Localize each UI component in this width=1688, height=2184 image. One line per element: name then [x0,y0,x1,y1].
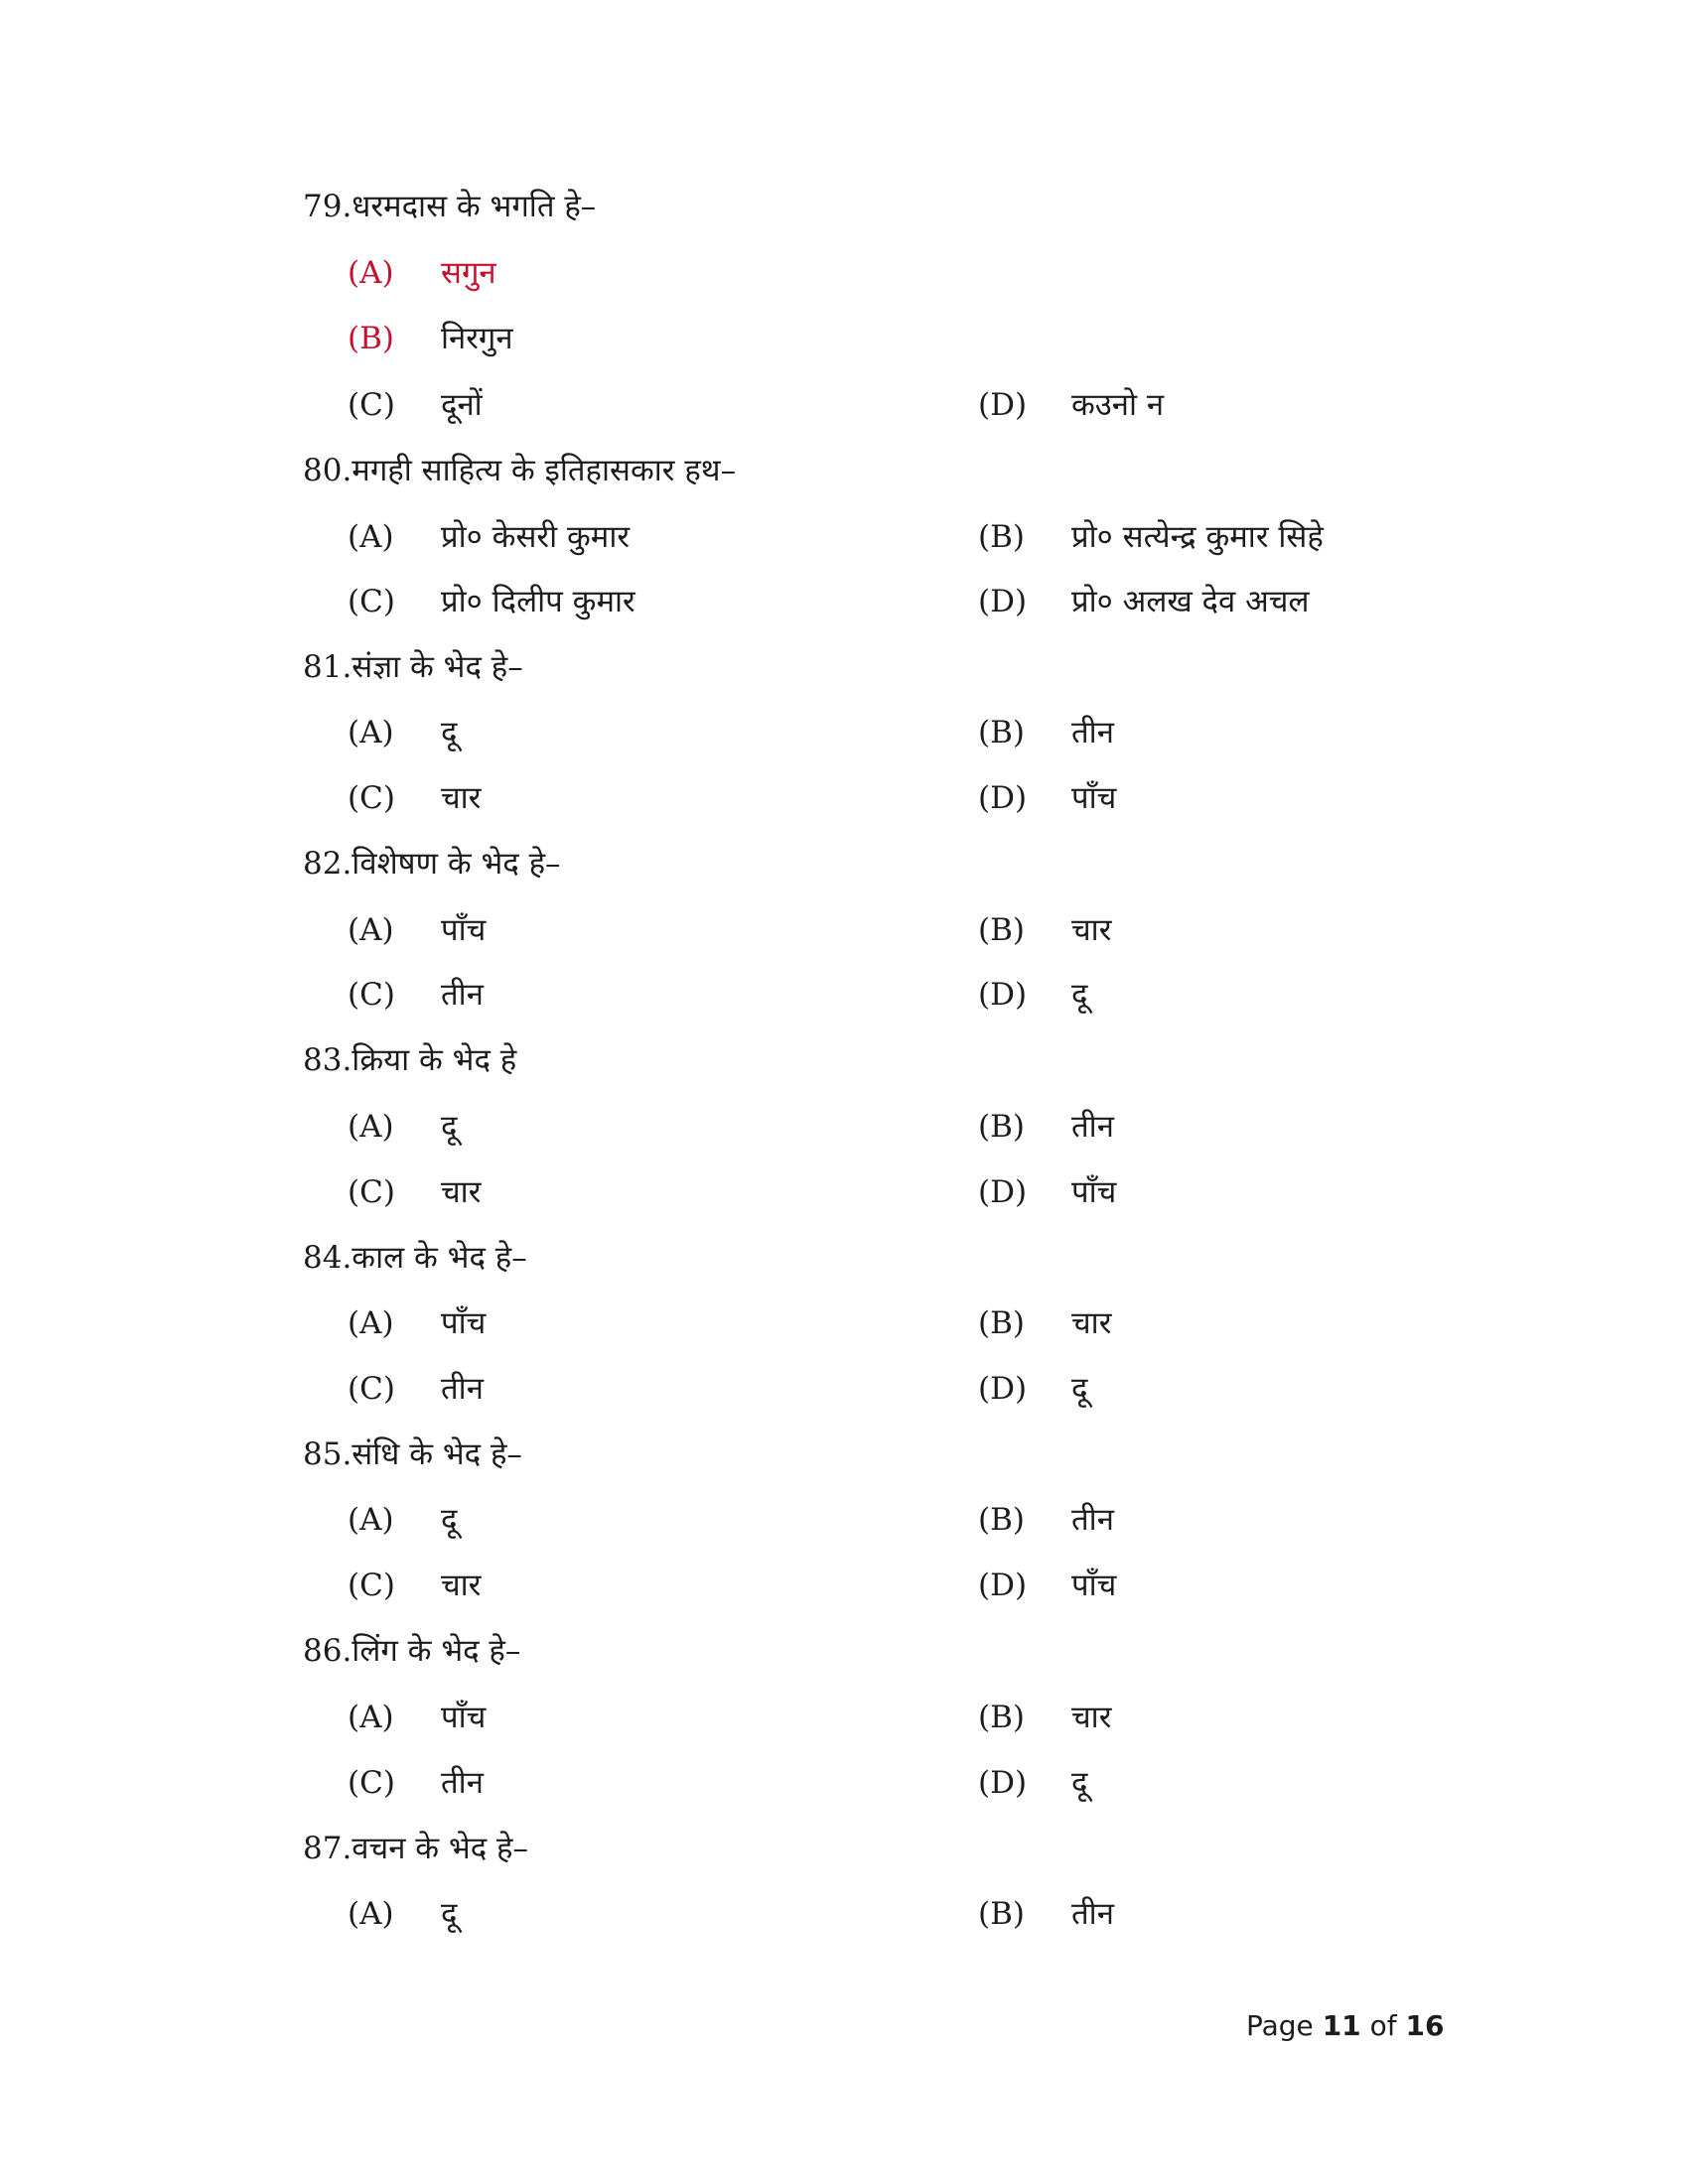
current-page-number: 11 [1322,2009,1361,2042]
option-label: (C) [348,1174,395,1210]
question-81-title: 81.संज्ञा के भेद हे– [303,649,523,685]
option-text: तीन [1071,1109,1114,1145]
question-84-title: 84.काल के भेद हे– [303,1240,527,1276]
option-label: (C) [348,387,395,423]
option-label: (A) [348,1700,394,1735]
option-text: पाँच [441,1305,487,1341]
option-label: (C) [348,780,395,816]
option-label: (B) [978,519,1025,555]
option-label: (B) [978,1700,1025,1735]
question-86-title: 86.लिंग के भेद हे– [303,1633,521,1669]
option-text: तीन [1071,715,1114,751]
option-label: (C) [348,584,395,619]
option-label: (D) [978,780,1028,816]
option-label: (D) [978,584,1028,619]
option-label: (B) [978,912,1025,948]
option-text: चार [1071,1305,1112,1341]
option-text: चार [1071,912,1112,948]
option-text: तीन [1071,1502,1114,1538]
question-83-title: 83.क्रिया के भेद हे [303,1042,517,1078]
option-label: (C) [348,1371,395,1407]
option-label: (B) [978,1305,1025,1341]
option-label: (B) [978,715,1025,751]
option-text: प्रो० सत्येन्द्र कुमार सिहे [1071,519,1324,555]
option-label: (B) [348,321,394,356]
option-label: (D) [978,1371,1028,1407]
option-label: (A) [348,912,394,948]
option-text: दूनों [441,387,483,423]
option-label: (D) [978,387,1028,423]
option-text: चार [441,1174,482,1210]
of-word: of [1369,2009,1397,2042]
option-text: दू [441,1896,458,1932]
page-number-footer [1246,2008,1444,2044]
option-label: (A) [348,1305,394,1341]
option-text: दू [441,715,458,751]
option-text: सगुन [441,255,496,291]
option-text: पाँच [1071,780,1117,816]
option-text: तीन [441,1765,484,1801]
option-text: पाँच [1071,1174,1117,1210]
option-label: (A) [348,255,394,291]
page-word: Page [1246,2009,1314,2042]
option-text: चार [441,1568,482,1603]
option-text: दू [1071,1765,1088,1801]
option-text: दू [441,1502,458,1538]
option-label: (A) [348,1502,394,1538]
option-label: (D) [978,1174,1028,1210]
option-text: तीन [441,977,484,1013]
question-80-title: 80.मगही साहित्य के इतिहासकार हथ– [303,453,737,488]
option-text: प्रो० दिलीप कुमार [441,584,635,619]
option-label: (B) [978,1109,1025,1145]
option-label: (A) [348,519,394,555]
option-label: (A) [348,1896,394,1932]
option-text: प्रो० केसरी कुमार [441,519,631,555]
option-label: (A) [348,715,394,751]
question-79-title: 79.धरमदास के भगति हे– [303,189,597,224]
option-text: चार [441,780,482,816]
option-label: (D) [978,1568,1028,1603]
option-label: (B) [978,1896,1025,1932]
option-text: पाँच [441,912,487,948]
option-label: (A) [348,1109,394,1145]
total-pages-number: 16 [1405,2009,1445,2042]
option-label: (B) [978,1502,1025,1538]
option-text: चार [1071,1700,1112,1735]
option-text: निरगुन [441,321,513,356]
option-label: (D) [978,1765,1028,1801]
option-text: तीन [1071,1896,1114,1932]
option-label: (C) [348,1568,395,1603]
option-label: (C) [348,1765,395,1801]
option-text: दू [1071,977,1088,1013]
question-82-title: 82.विशेषण के भेद हे– [303,846,561,882]
option-label: (C) [348,977,395,1013]
option-text: कउनो न [1071,387,1165,423]
option-text: दू [1071,1371,1088,1407]
option-label: (D) [978,977,1028,1013]
question-85-title: 85.संधि के भेद हे– [303,1436,522,1472]
option-text: दू [441,1109,458,1145]
option-text: पाँच [441,1700,487,1735]
question-87-title: 87.वचन के भेद हे– [303,1831,529,1866]
option-text: प्रो० अलख देव अचल [1071,584,1310,619]
option-text: तीन [441,1371,484,1407]
option-text: पाँच [1071,1568,1117,1603]
